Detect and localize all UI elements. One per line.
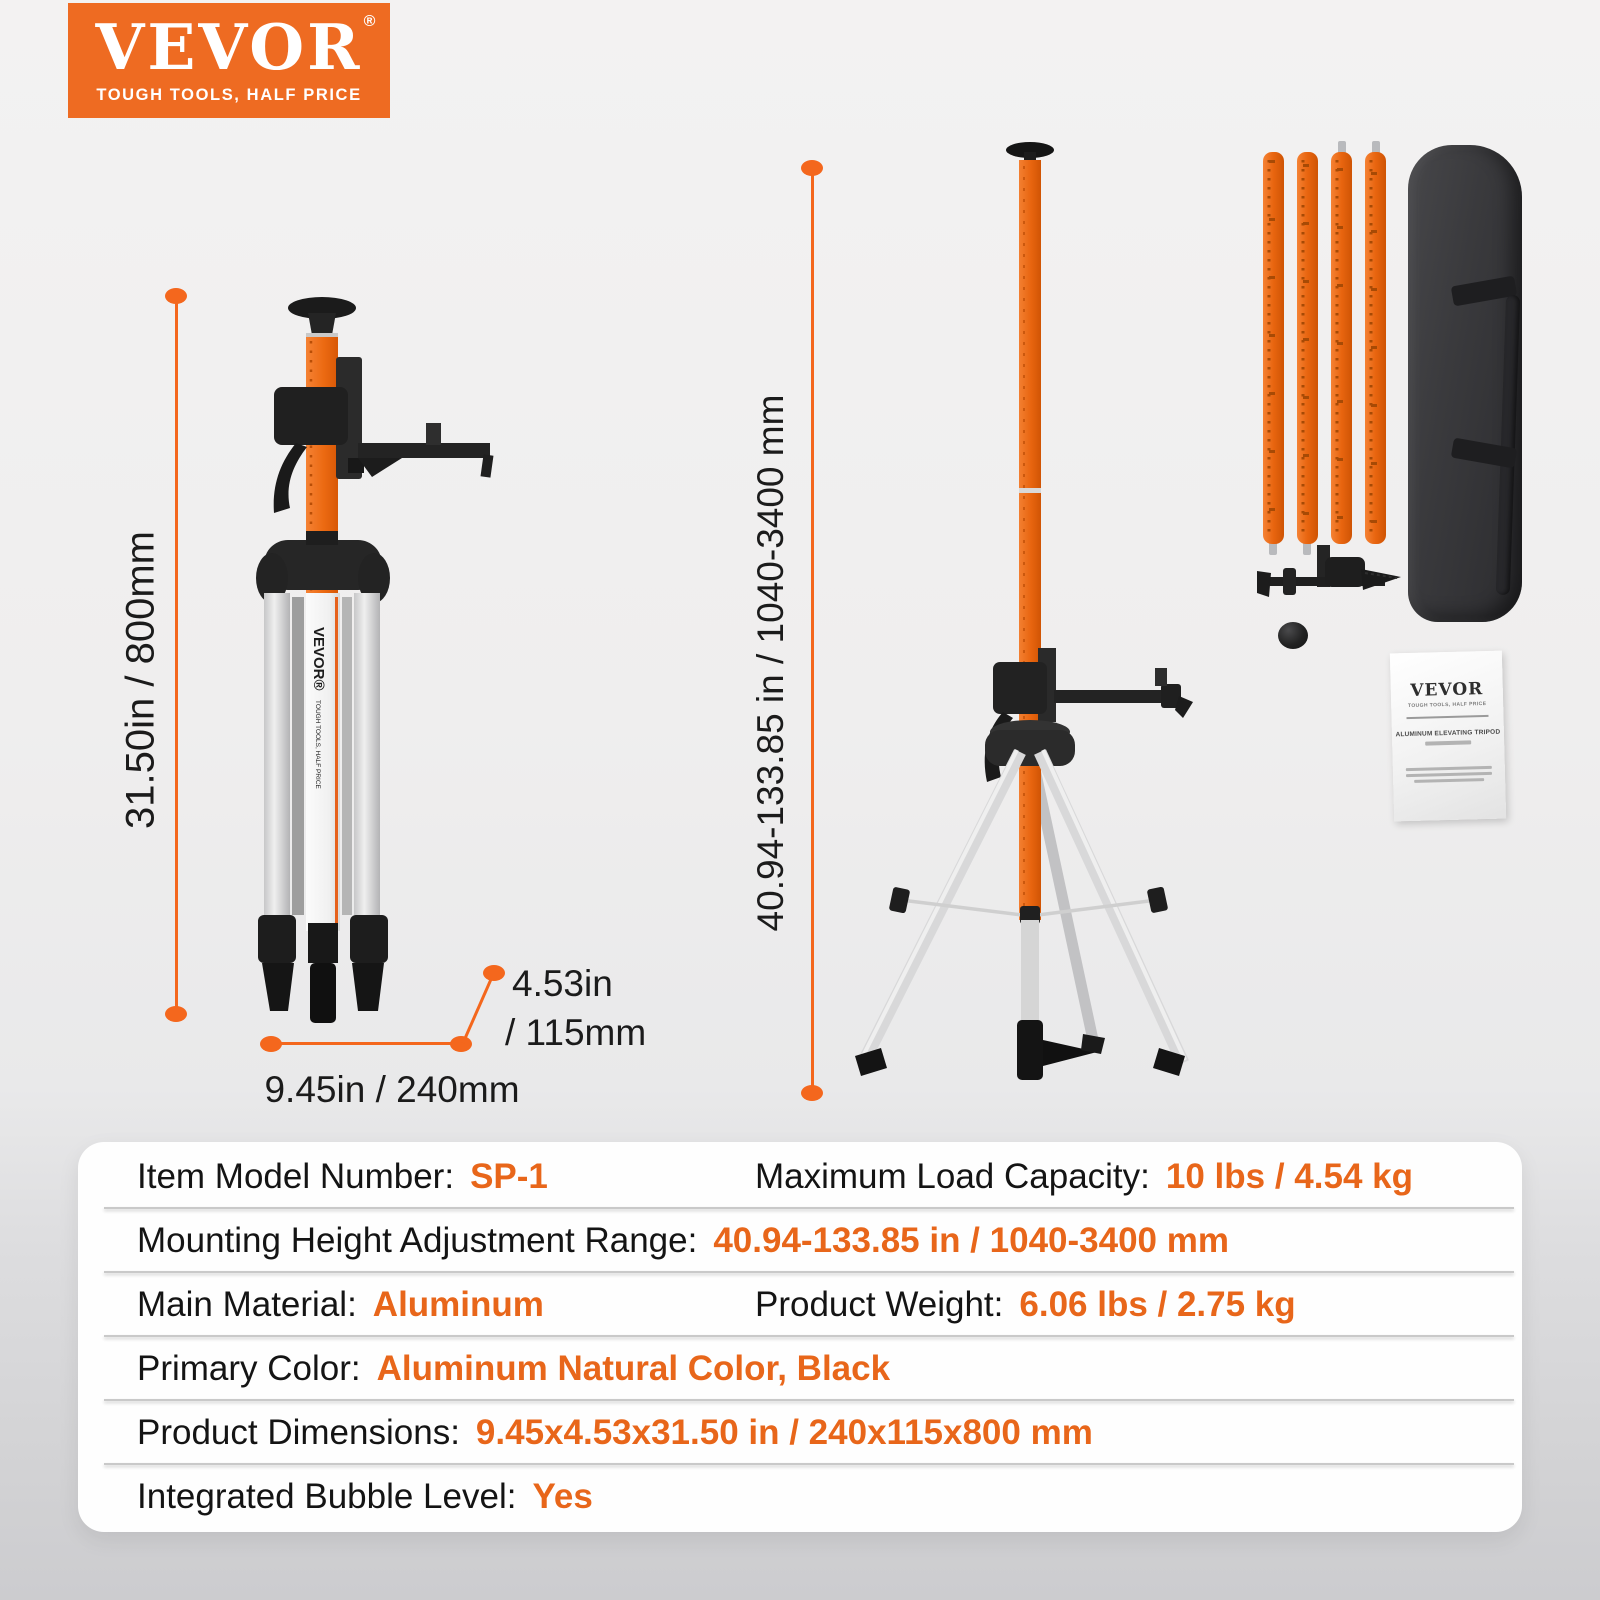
dimension-line-base-width xyxy=(271,1042,461,1045)
base-width-label: 9.45in / 240mm xyxy=(264,1069,520,1110)
table-row xyxy=(78,1273,1522,1337)
spec-product-dimensions: Product Dimensions: 9.45x4.53x31.50 in / 240x115x800 mm xyxy=(137,1413,1093,1452)
dimension-dot xyxy=(801,1085,823,1101)
dimension-dot xyxy=(165,288,187,304)
base-depth-label-mm: / 115mm xyxy=(505,1012,647,1053)
vevor-logo xyxy=(68,3,390,118)
tripod-print-brand: VEVOR® xyxy=(310,627,327,691)
manual-title: ALUMINUM ELEVATING TRIPOD xyxy=(1395,728,1501,739)
manual-text-bar xyxy=(1406,772,1492,777)
manual-divider xyxy=(1406,715,1488,719)
manual-text-bar xyxy=(1406,766,1492,771)
table-row xyxy=(78,1145,1522,1209)
manual-subtitle-bar xyxy=(1425,740,1471,745)
user-manual-image xyxy=(1390,651,1506,822)
carry-bag-image xyxy=(1408,145,1522,622)
table-row xyxy=(78,1337,1522,1401)
spec-max-load-capacity: Maximum Load Capacity: 10 lbs / 4.54 kg xyxy=(755,1157,1413,1196)
extended-height-label: 40.94-133.85 in / 1040-3400 mm xyxy=(750,394,791,932)
dimension-dot xyxy=(165,1006,187,1022)
dimension-line-collapsed-height xyxy=(175,296,178,1014)
base-depth-label-in: 4.53in xyxy=(512,963,613,1004)
spec-mounting-height-range: Mounting Height Adjustment Range: 40.94-133.85 in / 1040-3400 mm xyxy=(137,1221,1229,1260)
knob-image xyxy=(1278,622,1308,649)
spec-item-model-number: Item Model Number: SP-1 xyxy=(137,1157,548,1196)
extended-tripod-image xyxy=(835,138,1205,1088)
spec-product-weight: Product Weight: 6.06 lbs / 2.75 kg xyxy=(755,1285,1296,1324)
dimension-dot xyxy=(260,1036,282,1052)
spec-integrated-bubble-level: Integrated Bubble Level: Yes xyxy=(137,1477,593,1516)
table-row xyxy=(78,1209,1522,1273)
manual-brand: VEVOR xyxy=(1410,679,1484,701)
manual-tagline: TOUGH TOOLS, HALF PRICE xyxy=(1407,700,1487,710)
table-row xyxy=(78,1401,1522,1465)
table-row xyxy=(78,1465,1522,1529)
brand-tagline: TOUGH TOOLS, HALF PRICE xyxy=(96,86,362,104)
mount-bracket-image xyxy=(1255,545,1405,620)
collapsed-tripod-image xyxy=(250,275,500,1035)
spec-primary-color: Primary Color: Aluminum Natural Color, Black xyxy=(137,1349,891,1388)
brand-wordmark xyxy=(95,10,379,84)
registered-mark: ® xyxy=(363,13,379,30)
brand-name: VEVOR xyxy=(95,10,363,84)
dimension-line-extended-height xyxy=(811,172,814,1087)
collapsed-height-label: 31.50in / 800mm xyxy=(118,531,163,829)
pole-sections-image xyxy=(1255,140,1395,560)
dimension-dot xyxy=(801,160,823,176)
spec-table xyxy=(78,1142,1522,1532)
spec-main-material: Main Material: Aluminum xyxy=(137,1285,544,1324)
tripod-print-tagline: TOUGH TOOLS, HALF PRICE xyxy=(314,700,321,789)
manual-text-bar xyxy=(1414,778,1484,783)
